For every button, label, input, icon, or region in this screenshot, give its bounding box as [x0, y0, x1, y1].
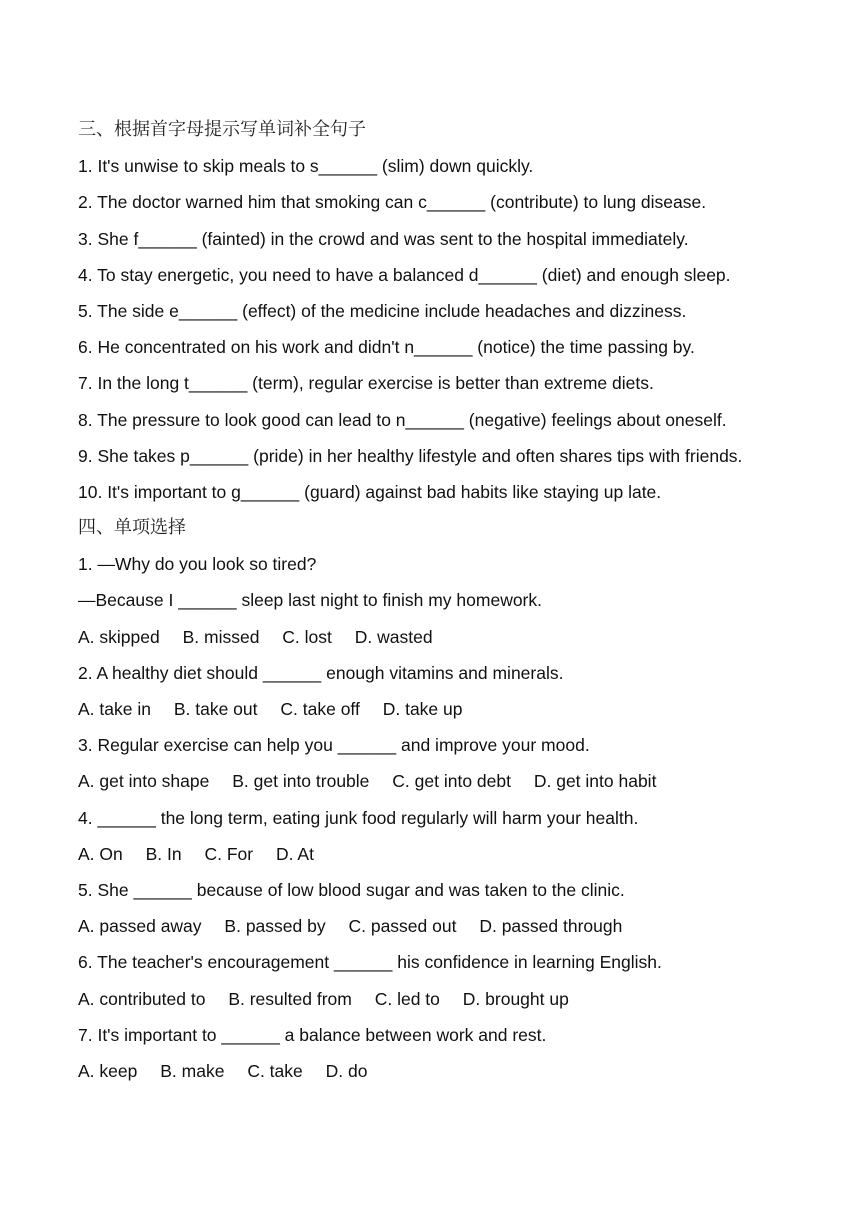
option-c: C. For — [204, 843, 254, 864]
option-d: D. do — [325, 1060, 368, 1081]
option-c: C. passed out — [348, 916, 457, 937]
question-6-options — [78, 981, 818, 1017]
question-2-stem: 2. A healthy diet should ______ enough vitamins and minerals. — [78, 662, 564, 683]
fill-in-item-4: 4. To stay energetic, you need to have a balanced d______ (diet) and enough sleep. — [78, 264, 731, 285]
option-b: B. missed — [182, 626, 260, 647]
option-a: A. skipped — [78, 626, 160, 647]
question-7-stem: 7. It's important to ______ a balance between work and rest. — [78, 1024, 547, 1045]
question-5-options — [78, 908, 818, 944]
question-5-stem: 5. She ______ because of low blood sugar and was taken to the clinic. — [78, 879, 625, 900]
fill-in-item-7: 7. In the long t______ (term), regular exercise is better than extreme diets. — [78, 373, 654, 394]
option-a: A. passed away — [78, 916, 202, 937]
option-c: C. get into debt — [392, 771, 511, 792]
option-d: D. passed through — [479, 916, 623, 937]
option-b: B. passed by — [224, 916, 326, 937]
fill-in-item-8: 8. The pressure to look good can lead to n______ (negative) feelings about oneself. — [78, 409, 727, 430]
option-b: B. get into trouble — [232, 771, 370, 792]
question-1-stem: 1. —Why do you look so tired? — [78, 554, 317, 575]
fill-in-item-5: 5. The side e______ (effect) of the medicine include headaches and dizziness. — [78, 300, 687, 321]
option-a: A. keep — [78, 1060, 138, 1081]
option-b: B. resulted from — [228, 988, 352, 1009]
question-7-options — [78, 1053, 818, 1089]
option-d: D. At — [276, 843, 314, 864]
section-3-heading: 三、根据首字母提示写单词补全句子 — [78, 119, 366, 140]
question-3-options — [78, 763, 818, 799]
question-3-stem: 3. Regular exercise can help you ______ and improve your mood. — [78, 735, 590, 756]
fill-in-item-9: 9. She takes p______ (pride) in her healthy lifestyle and often shares tips with friends. — [78, 445, 743, 466]
option-a: A. take in — [78, 699, 151, 719]
option-a: A. get into shape — [78, 771, 210, 792]
fill-in-item-2: 2. The doctor warned him that smoking can c______ (contribute) to lung disease. — [78, 192, 707, 213]
option-d: D. wasted — [354, 626, 433, 647]
question-4-options — [78, 836, 818, 872]
option-a: A. contributed to — [78, 988, 206, 1009]
option-c: C. led to — [374, 988, 440, 1009]
question-4-stem: 4. ______ the long term, eating junk food regularly will harm your health. — [78, 807, 639, 828]
option-b: B. In — [145, 843, 182, 864]
fill-in-item-1: 1. It's unwise to skip meals to s______ (slim) down quickly. — [78, 156, 534, 177]
option-c: C. take — [247, 1060, 303, 1081]
fill-in-item-10: 10. It's important to g______ (guard) against bad habits like staying up late. — [78, 481, 662, 502]
worksheet-page — [78, 112, 818, 1089]
option-b: B. make — [160, 1060, 225, 1081]
question-1-stem-line-2: —Because I ______ sleep last night to finish my homework. — [78, 590, 542, 611]
fill-in-item-6: 6. He concentrated on his work and didn't n______ (notice) the time passing by. — [78, 337, 695, 358]
option-c: C. take off — [280, 699, 360, 719]
option-d: D. get into habit — [533, 771, 657, 792]
option-d: D. take up — [382, 699, 463, 719]
fill-in-item-3: 3. She f______ (fainted) in the crowd and was sent to the hospital immediately. — [78, 228, 689, 249]
option-d: D. brought up — [462, 988, 569, 1009]
question-2-options — [78, 691, 818, 727]
question-6-stem: 6. The teacher's encouragement ______ his confidence in learning English. — [78, 952, 662, 973]
option-b: B. take out — [173, 699, 258, 719]
question-1-options — [78, 619, 818, 655]
option-c: C. lost — [282, 626, 332, 647]
section-4-heading: 四、单项选择 — [78, 517, 186, 539]
option-a: A. On — [78, 843, 123, 864]
